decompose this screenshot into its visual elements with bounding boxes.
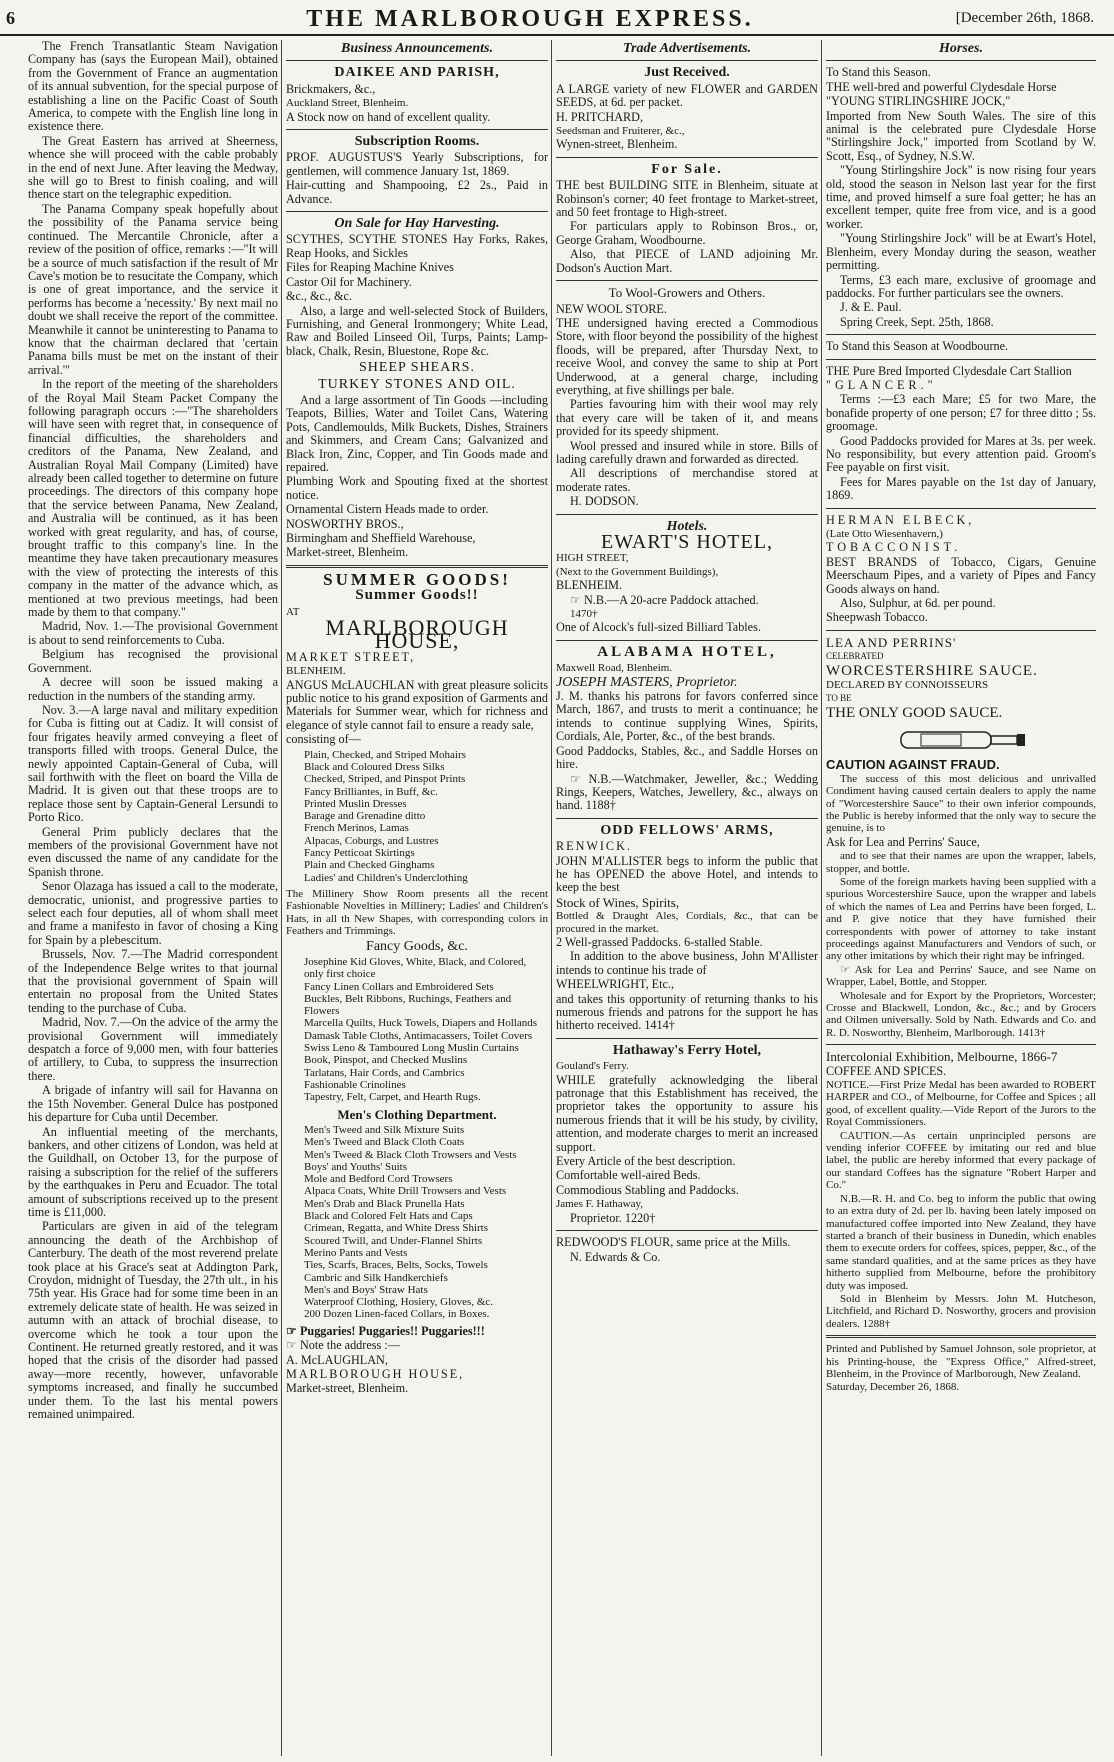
divider	[556, 1230, 818, 1231]
pointing-hand-icon: ☞	[570, 592, 584, 607]
advert-text: Sheepwash Tobacco.	[826, 610, 928, 625]
list-item: French Merinos, Lamas	[304, 822, 409, 835]
list-item: Buckles, Belt Ribbons, Ruchings, Feathers and Flowers	[304, 992, 512, 1018]
list-item: Men's Drab and Black Prunella Hats	[304, 1197, 465, 1210]
advert-text: and takes this opportunity of returning thanks to his numerous friends and patrons for the support he has hitherto received. 1414†	[556, 991, 818, 1033]
advert-address: Market-street, Blenheim.	[286, 1381, 409, 1396]
advert-heading: CAUTION AGAINST FRAUD.	[826, 757, 1000, 773]
advert-address: Maxwell Road, Blenheim.	[556, 662, 673, 675]
divider	[826, 1335, 1096, 1338]
advert-text: Wholesale and for Export by the Proprietors, Worcester; Crosse and Blackwell, London, &c., &c.; and by Grocers and Oilmen universally. Sold by Nath. Edwards and Co. and R. D. Nosworthy, Blenheim, Marlborough. 1413†	[826, 989, 1096, 1039]
list-item: Ladies' and Children's Underclothing	[304, 871, 468, 884]
advert-text: Terms :—£3 each Mare; £5 for two Mare, the bonafide property of one person; £7 for three ditto ; 5s. groomage.	[826, 392, 1096, 434]
news-paragraph: Particulars are given in aid of the telegram announcing the death of the Archbishop of Canterbury. The death of the most reverend prelate took place at his Grace's seat at Addington Park, Croydon, midnight of Tuesday, the 27th ult., in his 75th year. His Grace had for some time been in an extremely delicate state of health. He was seized in autumn with an attack of brochial disease, to overcome which he took a tour upon the Continent. He returned greatly restored, and it was hoped that the crisis of the disorder had passed away—more recently, however, unfavorable symptoms increased, and finally he succumbed under them. To the last his mental powers remained unimpaired.	[28, 1219, 278, 1422]
news-paragraph: In the report of the meeting of the shareholders of the Royal Mail Steam Packet Company the following paragraph occurs :—"The shareholders will have seen with regret that, in consequence of financial difficulties, the shareholders and creditors of the Panama, New Zealand, and Australian Royal Mail Company (Limited) have already been called together to determine on future proceedings. The directors of this company hope that the service between Panama, New Zealand, and Australia will be continued, as it has been worked with great regularity, and has, of course, brought traffic to this company's line. In the meantime they have taken precautionary measures with the view of protecting the interests of this company in the matter of the advance which, as mentioned at two previous meetings, had been made by them to that company."	[28, 377, 278, 620]
list-item: Marcella Quilts, Huck Towels, Diapers and Hollands	[304, 1017, 538, 1030]
list-item: Book, Pinspot, and Checked Muslins	[304, 1054, 468, 1067]
list-item: Black and Colored Felt Hats and Caps	[304, 1210, 473, 1223]
advert-signature: A. McLAUGHLAN,	[286, 1352, 388, 1367]
column-rule	[551, 40, 552, 1756]
advert-title: HERMAN ELBECK,	[826, 512, 975, 527]
advert-heading: Just Received.	[644, 65, 730, 81]
advert-text: WHEELWRIGHT, Etc.,	[556, 977, 674, 992]
news-paragraph: General Prim publicly declares that the members of the provisional Government have not even discussed the name of any candidate for the Spanish throne.	[28, 824, 278, 879]
advert-text: Good Paddocks provided for Mares at 3s. per week. No responsibility, but every attention paid. Groom's Fee payable on first visit.	[826, 433, 1096, 475]
advert-proprietor: JOSEPH MASTERS, Proprietor.	[556, 674, 738, 690]
news-paragraph: Brussels, Nov. 7.—The Madrid correspondent of the Independence Belge writes to that journal that the provisional government of Spain will entertain no proposal from the United States tending to the purchase of Cuba.	[28, 947, 278, 1015]
advert-text: ANGUS McLAUCHLAN with great pleasure solicits public notice to his grand exposition of Garments and Materials for Summer wear, which for richness and elegance of style cannot fail to ensure a ready sale,	[286, 677, 548, 732]
advert-text: TO BE	[826, 693, 852, 704]
advert-address: BLENHEIM.	[556, 578, 623, 593]
advert-text: All descriptions of merchandise stored at moderate rates.	[556, 466, 818, 494]
list-item: Waterproof Clothing, Hosiery, Gloves, &c.	[304, 1296, 494, 1309]
masthead	[0, 0, 1114, 36]
advert-text: JOHN M'ALLISTER begs to inform the public that he has OPENED the above Hotel, and intends to keep the best	[556, 853, 818, 895]
advert-text: The Millinery Show Room presents all the recent Fashionable Novelties in Millinery; Ladies' and Children's Hats, in all th New Shapes, with corresponding colors in Feathers and Trimmings.	[286, 887, 548, 938]
advert-text: WHILE gratefully acknowledging the liberal patronage that this Establishment has received, the proprietor takes the opportunity to assure his numerous friends that it will be his study, by civility, attention, and moderate charges to merit an increased support.	[556, 1072, 818, 1154]
advert-text: One of Alcock's full-sized Billiard Tables.	[556, 620, 761, 635]
advert-text: &c., &c., &c.	[286, 289, 352, 304]
advert-text: Stock of Wines, Spirits,	[556, 894, 680, 910]
advert-address: Birmingham and Sheffield Warehouse,	[286, 531, 476, 545]
divider	[826, 1044, 1096, 1045]
advert-heading: To Wool-Growers and Others.	[608, 285, 766, 301]
list-item: Fancy Petticoat Skirtings	[304, 847, 415, 860]
advert-text: "Young Stirlingshire Jock" is now rising four years old, stood the season in Nelson last year for the first time, and proved himself a sure foal getter; he has an excellent temper, quite free from vice, and is a good worker.	[826, 163, 1096, 231]
news-paragraph: Belgium has recognised the provisional Government.	[28, 647, 278, 675]
list-item: Fancy Brilliantes, in Buff, &c.	[304, 785, 438, 798]
advert-text: THE Pure Bred Imported Clydesdale Cart Stallion	[826, 363, 1072, 378]
divider	[556, 514, 818, 515]
advert-text: CELEBRATED	[826, 651, 884, 662]
section-heading: Trade Advertisements.	[622, 41, 752, 56]
list-item: Men's Tweed and Black Cloth Coats	[304, 1136, 465, 1149]
advert-text: Hair-cutting and Shampooing, £2 2s., Paid in Advance.	[286, 178, 548, 206]
advert-text: Bottled & Draught Ales, Cordials, &c., that can be procured in the market.	[556, 910, 818, 935]
advert-title: SHEEP SHEARS.	[359, 360, 475, 376]
news-paragraph: A brigade of infantry will sail for Havanna on the 15th November. General Dulce has postponed his departure for Cuba until December.	[28, 1083, 278, 1125]
advert-text: PROF. AUGUSTUS'S Yearly Subscriptions, for gentlemen, will commence January 1st, 1869.	[286, 150, 548, 178]
trade-column	[556, 40, 818, 1756]
advert-address: Market-street, Blenheim.	[286, 545, 409, 560]
list-item: Checked, Striped, and Pinspot Prints	[304, 773, 466, 786]
divider	[556, 157, 818, 158]
advert-title: ALABAMA HOTEL,	[597, 643, 777, 660]
goods-list	[304, 749, 548, 884]
divider	[286, 60, 548, 61]
list-item: Black and Coloured Dress Silks	[304, 760, 445, 773]
advert-heading: To Stand this Season.	[826, 65, 931, 80]
advert-text: Wool pressed and insured while in store. Bills of lading carefully drawn and forwarded as directed.	[556, 438, 818, 466]
advert-text: Parties favouring him with their wool may rely that every care will be taken of it, and means provided for its speedy shipment.	[556, 397, 818, 439]
advert-title: COFFEE AND SPICES.	[826, 1063, 947, 1078]
pointing-hand-icon: ☞	[286, 1323, 300, 1338]
advert-text: consisting of—	[286, 732, 361, 747]
advert-number: 1470†	[570, 608, 598, 621]
advert-title: Summer Goods!!	[355, 587, 479, 604]
advert-title: WORCESTERSHIRE SAUCE.	[826, 662, 1038, 679]
pointing-hand-icon: ☞	[286, 1338, 300, 1353]
list-item: Men's Tweed & Black Cloth Trowsers and Vests	[304, 1148, 517, 1161]
divider	[826, 508, 1096, 509]
advert-address: Auckland Street, Blenheim.	[286, 97, 409, 110]
pointing-hand-icon: ☞	[570, 771, 589, 786]
newspaper-title: THE MARLBOROUGH EXPRESS.	[306, 6, 754, 32]
section-heading: Business Announcements.	[341, 41, 493, 56]
list-item: Tapestry, Felt, Carpet, and Hearth Rugs.	[304, 1091, 481, 1104]
list-item: Boys' and Youths' Suits	[304, 1160, 407, 1173]
advert-text: The success of this most delicious and unrivalled Condiment having caused certain dealers to apply the name of "Worcestershire Sauce" to their own inferior compounds, the Public is hereby informed that the only way to secure the genuine, is to	[826, 772, 1096, 835]
divider	[556, 818, 818, 819]
advert-signature: Proprietor. 1220†	[570, 1210, 656, 1225]
advert-title: ODD FELLOWS' ARMS,	[600, 822, 774, 838]
imprint-date: Saturday, December 26, 1868.	[826, 1381, 960, 1394]
advert-address: Wynen-street, Blenheim.	[556, 137, 678, 152]
goods-list	[304, 956, 548, 1104]
business-column	[286, 40, 548, 1756]
column-rule	[821, 40, 822, 1756]
divider	[286, 565, 548, 568]
list-item: 200 Dozen Linen-faced Collars, in Boxes.	[304, 1308, 490, 1321]
list-item: Scoured Twill, and Under-Flannel Shirts	[304, 1234, 483, 1247]
list-item: Barage and Grenadine ditto	[304, 810, 426, 823]
advert-text: ☞ N.B.—A 20-acre Paddock attached.	[570, 592, 759, 607]
list-item: Crimean, Regatta, and White Dress Shirts	[304, 1222, 489, 1235]
news-column	[28, 40, 278, 1756]
list-item: Plain, Checked, and Striped Mohairs	[304, 748, 466, 761]
advert-text: Some of the foreign markets having been supplied with a spurious Worcestershire Sauce, upon the wrapper and labels of which the names of Lea and Perrins have been forged, L. and P. give notice that they have furnished their correspondents with power of attorney to take instant proceedings against Manufacturers and Vendors of such, or any other imitations by which their right may be infringed.	[826, 875, 1096, 963]
advert-text: Ornamental Cistern Heads made to order.	[286, 502, 489, 517]
advert-signature: N. Edwards & Co.	[570, 1249, 661, 1264]
advert-heading: Subscription Rooms.	[354, 134, 480, 150]
list-item: Plain and Checked Ginghams	[304, 859, 435, 872]
advert-heading: Men's Clothing Department.	[337, 1106, 497, 1122]
advert-title: DAIKEE AND PARISH,	[334, 65, 500, 81]
advert-text: Plumbing Work and Spouting fixed at the shortest notice.	[286, 474, 548, 502]
list-item: Merino Pants and Vests	[304, 1246, 408, 1259]
advert-text: BEST BRANDS of Tobacco, Cigars, Genuine Meerschaum Pipes, and a variety of Pipes and Fancy Goods always on hand.	[826, 554, 1096, 596]
advert-text: Files for Reaping Machine Knives	[286, 260, 454, 275]
news-paragraph: The Panama Company speak hopefully about the possibility of the Panama service being continued. The Mercantile Chronicle, after a review of the position of office, remarks :—"It will be a source of much satisfaction if the result of Mr Cave's motion be to resucitate the Company, which is one of great importance, and the service it performs has become a 'necessity.' By next mail no doubt we shall receive the report of the committee. Meanwhile it cannot be uninteresting to Panama to know that the chairman declared that 'certain Panama bills must be met on the instant of their arrival.'"	[28, 201, 278, 377]
goods-list	[304, 1124, 548, 1321]
advert-signature: J. & E. Paul.	[840, 300, 902, 315]
advert-text: ☞ Ask for Lea and Perrins' Sauce, and see Name on Wrapper, Label, Bottle, and Stopper.	[826, 963, 1096, 989]
section-heading: Horses.	[939, 41, 983, 56]
news-paragraph: Madrid, Nov. 1.—The provisional Government is about to send reinforcements to Cuba.	[28, 619, 278, 647]
advert-address: HIGH STREET,	[556, 552, 629, 565]
advert-address: MARKET STREET,	[286, 649, 416, 664]
divider	[556, 280, 818, 281]
column-rule	[281, 40, 282, 1756]
advert-text: SCYTHES, SCYTHE STONES Hay Forks, Rakes, Reap Hooks, and Sickles	[286, 232, 548, 260]
advert-title: SUMMER GOODS!	[323, 569, 511, 589]
list-item: Mole and Bedford Cord Trowsers	[304, 1173, 453, 1186]
advert-text: Sold in Blenheim by Messrs. John M. Hutcheson, Litchfield, and Richard D. Nosworthy, grocers and provision dealers. 1288†	[826, 1292, 1096, 1330]
advert-text: Ask for Lea and Perrins' Sauce,	[826, 834, 980, 849]
advert-text: CAUTION.—As certain unprincipled persons are vending inferior COFFEE by imitating our red and blue label, the public are hereby informed that every package of our standard Coffees has the signature "Robert Harper and Co."	[826, 1129, 1096, 1192]
divider	[826, 359, 1096, 360]
advert-title: EWART'S HOTEL,	[601, 531, 773, 553]
list-item: Josephine Kid Gloves, White, Black, and Colored, only first choice	[304, 955, 527, 981]
advert-signature: James F. Hathaway,	[556, 1198, 643, 1211]
advert-text: and to see that their names are upon the wrapper, labels, stopper, and bottle.	[826, 850, 1096, 875]
list-item: Ties, Scarfs, Braces, Belts, Socks, Towels	[304, 1259, 488, 1272]
advert-text: Fees for Mares payable on the 1st day of January, 1869.	[826, 474, 1096, 503]
advert-text: For particulars apply to Robinson Bros., or, George Graham, Woodbourne.	[556, 219, 818, 247]
advert-title: "GLANCER."	[826, 377, 937, 392]
news-paragraph: The French Transatlantic Steam Navigation Company has (says the European Mail), obtained from the Government of France an augmentation of its annual subvention, for the special purpose of establishing a line on the Pacific Coast of South America, to compete with the English line long in existence there.	[28, 40, 278, 134]
advert-text: Spring Creek, Sept. 25th, 1868.	[840, 314, 994, 329]
list-item: Alpaca Coats, White Drill Trowsers and Vests	[304, 1185, 507, 1198]
list-item: Fancy Linen Collars and Embroidered Sets	[304, 980, 494, 993]
list-item: Fashionable Crinolines	[304, 1078, 406, 1091]
issue-date: [December 26th, 1868.	[955, 10, 1094, 26]
list-item: Damask Table Cloths, Antimacassers, Toilet Covers	[304, 1029, 533, 1042]
news-paragraph: An influential meeting of the merchants, bankers, and other citizens of London, was held at the Guildhall, on October 13, for the purpose of raising a subscription for the relief of the sufferers by the earthquakes in Peru and Ecuador. The total amount of subscriptions received up to the present time is £11,000.	[28, 1124, 278, 1219]
section-heading: Hotels.	[666, 518, 708, 534]
list-item: Tarlatans, Hair Cords, and Cambrics	[304, 1066, 465, 1079]
advert-text: Commodious Stabling and Paddocks.	[556, 1182, 739, 1197]
advert-text: And a large assortment of Tin Goods —including Teapots, Billies, Water and Toilet Cans, Watering Pots, Candlemoulds, Milk Buckets, Dishes, Strainers and Skimmers, and Cream Cans; Galvanized and Black Iron, Zinc, Copper, and Tin Goods made and repaired.	[286, 392, 548, 474]
advert-heading: Fancy Goods, &c.	[366, 938, 468, 954]
advert-heading: On Sale for Hay Harvesting.	[334, 216, 500, 232]
divider	[556, 1038, 818, 1039]
advert-text: Good Paddocks, Stables, &c., and Saddle Horses on hire.	[556, 743, 818, 772]
advert-text: THE best BUILDING SITE in Blenheim, situate at Robinson's corner; 40 feet frontage to Market-street, and 50 feet frontage to High-street.	[556, 178, 818, 220]
advert-signature: H. PRITCHARD,	[556, 109, 644, 124]
advert-signature: NOSWORTHY BROS.,	[286, 516, 404, 531]
advert-text: In addition to the above business, John M'Allister intends to continue his trade of	[556, 949, 818, 977]
list-item: Men's and Boys' Straw Hats	[304, 1283, 428, 1296]
advert-title: NEW WOOL STORE.	[556, 301, 667, 316]
advert-text: NOTICE.—First Prize Medal has been awarded to ROBERT HARPER and CO., of Melbourne, for Coffee and Spices ; all good, of excellent quality.—Vide Report of the Jurors to the Royal Commissioners.	[826, 1079, 1096, 1129]
advert-text: ☞ N.B.—Watchmaker, Jeweller, &c.; Wedding Rings, Keepers, Watches, Jewellery, &c., always on hand. 1188†	[556, 771, 818, 813]
advert-text: A LARGE variety of new FLOWER and GARDEN SEEDS, at 6d. per packet.	[556, 81, 818, 110]
list-item: Cambric and Silk Handkerchiefs	[304, 1271, 448, 1284]
advert-address: RENWICK.	[556, 839, 632, 854]
advert-text: ☞ Puggaries! Puggaries!! Puggaries!!!	[286, 1323, 485, 1338]
advert-title: MARLBOROUGH HOUSE,	[325, 615, 509, 654]
advert-title: TURKEY STONES AND OIL.	[318, 376, 516, 392]
news-paragraph: A decree will soon be issued making a reduction in the numbers of the standing army.	[28, 675, 278, 703]
advert-title: THE ONLY GOOD SAUCE.	[826, 704, 1003, 721]
imprint-text: Printed and Published by Samuel Johnson, sole proprietor, at his Printing-house, the "Express Office," Alfred-street, Blenheim, in the Province of Marlborough, New Zealand.	[826, 1343, 1096, 1380]
advert-text: N.B.—R. H. and Co. beg to inform the public that owing to an extra duty of 2d. per lb. having been lately imposed on manufactured coffee imported into New Zealand, they have started a branch of their business in Dunedin, which enables them to execute orders for coffees, spices, pepper, &c., of the same standard qualities, and at the same prices as they have hitherto supplied from Melbourne, before the prohibitory duty was imposed.	[826, 1192, 1096, 1292]
advert-text: J. M. thanks his patrons for favors conferred since March, 1867, and trusts to merit a continuance; he intends to continue supplying Wines, Spirits, Cordials, Ale, Porter, &c., of the best brands.	[556, 689, 818, 744]
sauce-bottle-icon	[891, 724, 1031, 754]
advert-text: Also, that PIECE of LAND adjoining Mr. Dodson's Auction Mart.	[556, 247, 818, 275]
advert-heading: For Sale.	[651, 161, 723, 177]
divider	[556, 640, 818, 641]
advert-text: AT	[286, 605, 300, 618]
divider	[556, 60, 818, 61]
advert-text: A Stock now on hand of excellent quality.	[286, 109, 491, 124]
divider	[826, 60, 1096, 61]
advert-text: Every Article of the best description.	[556, 1154, 736, 1169]
advert-address: (Next to the Government Buildings),	[556, 565, 719, 578]
advert-address: Seedsman and Fruiterer, &c.,	[556, 125, 685, 138]
list-item: Alpacas, Coburgs, and Lustres	[304, 834, 439, 847]
divider	[826, 334, 1096, 335]
advert-address: BLENHEIM.	[286, 665, 346, 678]
advert-heading: Hathaway's Ferry Hotel,	[612, 1042, 762, 1058]
advert-address: Gouland's Ferry.	[556, 1060, 629, 1073]
advert-text: Also, Sulphur, at 6d. per pound.	[840, 596, 996, 611]
advert-text: 2 Well-grassed Paddocks. 6-stalled Stable.	[556, 934, 763, 949]
advert-text: THE undersigned having erected a Commodious Store, with floor beyond the possibility of the highest floods, will be prepared, after Thursday Next, to receive Wool, and convey the same to ship at Port Underwood, at a general charge, including everything, at five shillings per bale.	[556, 315, 818, 397]
news-paragraph: Madrid, Nov. 7.—On the advice of the army the provisional Government will immediately despatch a force of 9,000 men, with four batteries of artillery, to Cuba, to suppress the insurrection there.	[28, 1015, 278, 1083]
advert-text: Imported from New South Wales. The sire of this animal is the celebrated pure Clydesdale Horse "Stirlingshire Jock," imported from Scotland by W. Scott, Esq., of Sydney, N.S.W.	[826, 108, 1096, 163]
advert-signature: MARLBOROUGH HOUSE,	[286, 1366, 465, 1381]
news-paragraph: Senor Olazaga has issued a call to the moderate, democratic, unionist, and progressive parties to select each four deputies, all of whom shall meet and frame a manifesto in favor of chosing a King for Spain by a plebescitum.	[28, 879, 278, 947]
list-item: Swiss Leno & Tamboured Long Muslin Curtains	[304, 1042, 519, 1055]
advert-text: (Late Otto Wiesenhavern,)	[826, 528, 943, 540]
advert-signature: H. DODSON.	[570, 494, 639, 509]
advert-text: ☞ Note the address :—	[286, 1338, 400, 1353]
news-paragraph: The Great Eastern has arrived at Sheerness, whence she will proceed with the cable probably in the end of next June. After leaving the Medway, she will go to Brest to finish coaling, and will thence start on the telegraphic expedition.	[28, 133, 278, 202]
advert-text: Castor Oil for Machinery.	[286, 274, 412, 289]
advert-text: DECLARED BY CONNOISSEURS	[826, 679, 989, 692]
advert-title: "YOUNG STIRLINGSHIRE JOCK,"	[826, 94, 1011, 109]
news-paragraph: Nov. 3.—A large naval and military expedition for Cuba is fitting out at Cadiz. It will consist of four frigates heavily armed conveying a fleet of transports filled with troops. General Dulce, the newly appointed Captain-General of Cuba, will sail forthwith with the fleet on board the Villa de Madrid. It is given out that these troops are to replace those sent by Captain-General Lersundi to Porto Rico.	[28, 702, 278, 825]
advert-title: LEA AND PERRINS'	[826, 634, 957, 650]
pointing-hand-icon: ☞	[840, 963, 855, 976]
advert-title: TOBACCONIST.	[826, 540, 962, 555]
advert-heading: To Stand this Season at Woodbourne.	[826, 339, 1009, 354]
advert-text: Terms, £3 each mare, exclusive of groomage and paddocks. For further particulars see the owners.	[826, 272, 1096, 300]
horses-column	[826, 40, 1096, 1756]
advert-text: "Young Stirlingshire Jock" will be at Ewart's Hotel, Blenheim, every Monday during the season, weather permitting.	[826, 231, 1096, 273]
advert-heading: Intercolonial Exhibition, Melbourne, 1866-7	[826, 1049, 1058, 1065]
divider	[826, 630, 1096, 631]
advert-text: Also, a large and well-selected Stock of Builders, Furnishing, and General Ironmongery; White Lead, Raw and Boiled Linseed Oil, Turps, Paints; Lamp-black, Chalk, Resin, Bluestone, Rope &c.	[286, 303, 548, 358]
divider	[286, 129, 548, 130]
advert-text: THE well-bred and powerful Clydesdale Horse	[826, 79, 1057, 94]
list-item: Printed Muslin Dresses	[304, 797, 407, 810]
page-number: 6	[6, 8, 15, 28]
list-item: Men's Tweed and Silk Mixture Suits	[304, 1123, 465, 1136]
advert-text: Comfortable well-aired Beds.	[556, 1168, 701, 1183]
advert-text: Brickmakers, &c.,	[286, 81, 376, 96]
divider	[286, 211, 548, 212]
advert-text: REDWOOD'S FLOUR, same price at the Mills.	[556, 1235, 791, 1250]
